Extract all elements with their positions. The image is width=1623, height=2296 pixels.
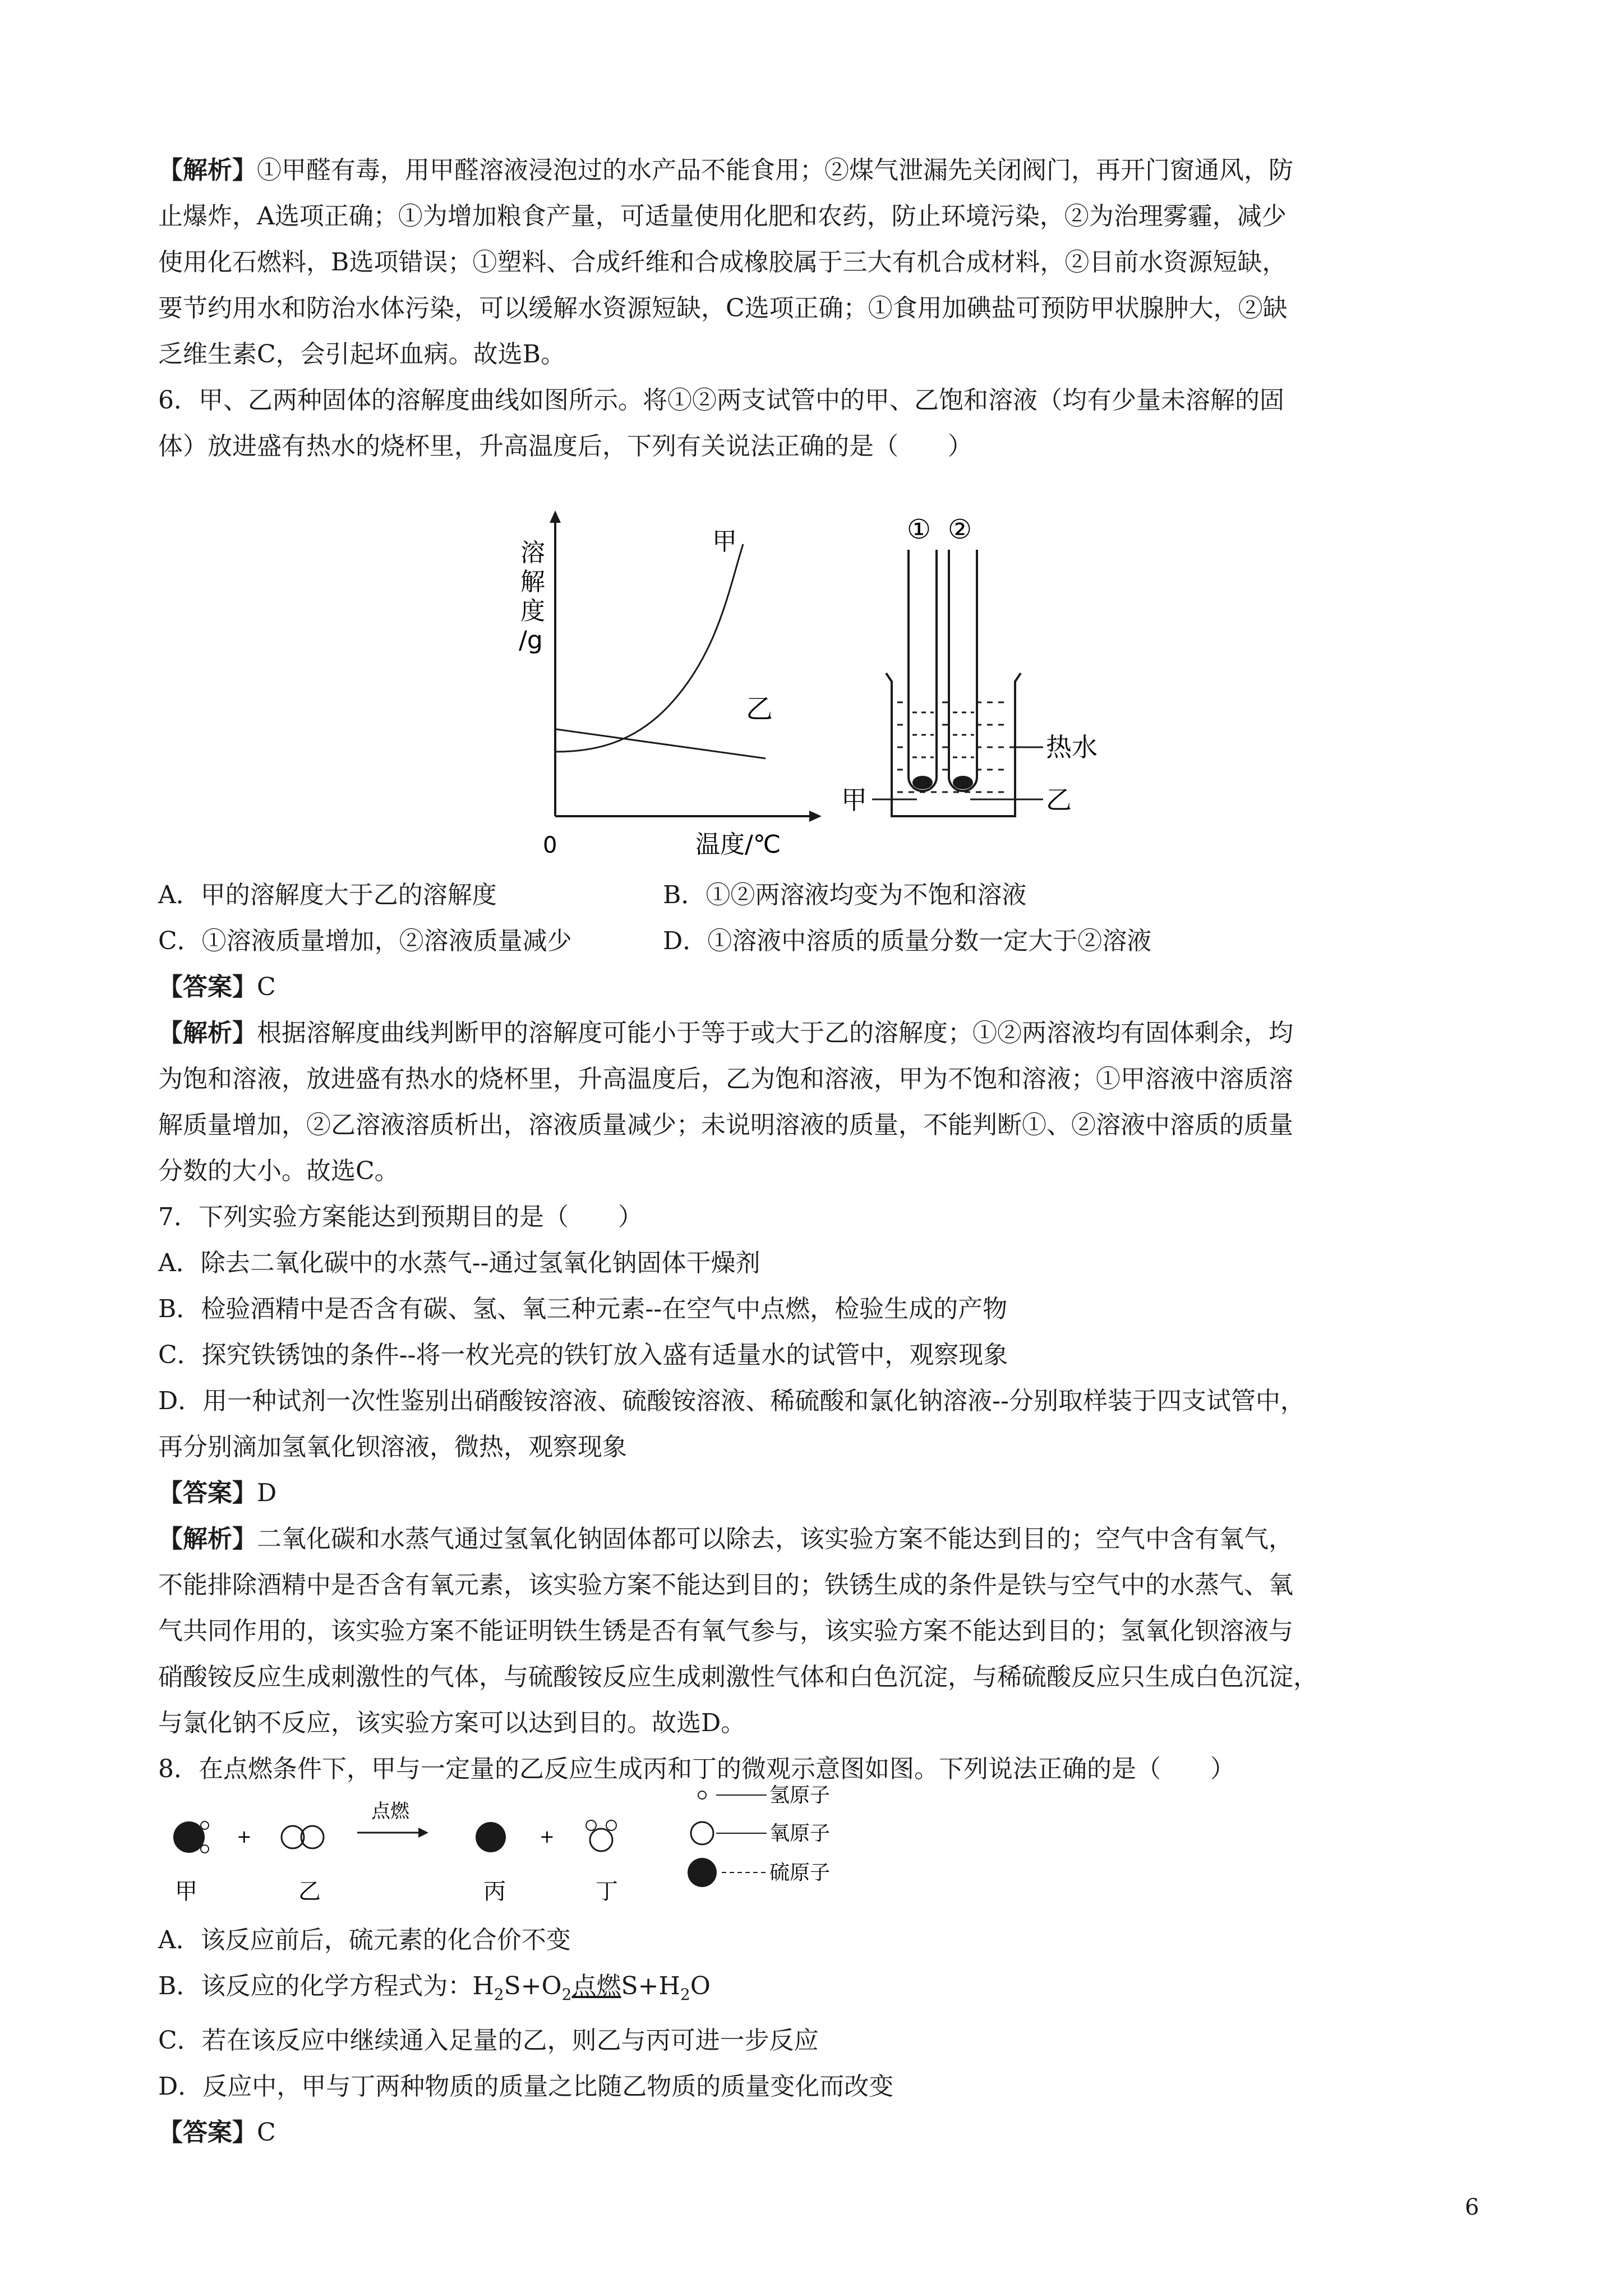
curve-yi (556, 729, 766, 758)
legend-hydrogen-label: 氢原子 (769, 1784, 831, 1807)
q6-analysis-line-4: 分数的大小。故选C。 (158, 1157, 399, 1185)
curve-yi-label: 乙 (746, 693, 773, 725)
label-jia: 甲 (175, 1879, 197, 1904)
arrow-head-icon (418, 1828, 428, 1838)
plus-sign: + (540, 1826, 555, 1847)
label-yi: 乙 (298, 1879, 321, 1904)
tube-1-bg (909, 550, 937, 791)
q8-block (158, 1917, 1487, 2156)
x-axis-arrow-icon (809, 811, 822, 822)
q8-figure (158, 1778, 887, 1913)
hydrogen-atom-icon (201, 1821, 209, 1829)
q6-stem-line-2: 体）放进盛有热水的烧杯里，升高温度后，下列有关说法正确的是（ ） (158, 432, 972, 461)
tube-2-label: ② (948, 514, 972, 545)
q7-option-b: B．检验酒精中是否含有碳、氢、氧三种元素--在空气中点燃，检验生成的产物 (158, 1295, 1008, 1323)
q6-option-b: B．①②两溶液均变为不饱和溶液 (663, 881, 1027, 909)
q6-options-row-2 (158, 918, 1487, 964)
sulfur-atom-icon (476, 1822, 506, 1852)
q7-option-d-line-1: D．用一种试剂一次性鉴别出硝酸铵溶液、硫酸铵溶液、稀硫酸和氯化钠溶液--分别取样装于四支试管中， (158, 1387, 1306, 1415)
q6-answer: 【答案】C (158, 973, 276, 1001)
q7-option-a: A．除去二氧化碳中的水蒸气--通过氢氧化钠固体干燥剂 (158, 1249, 760, 1277)
solid-jia (912, 776, 933, 789)
curve-jia-label: 甲 (712, 527, 737, 556)
legend-sulfur-label: 硫原子 (769, 1861, 831, 1884)
q7-analysis-line-5: 与氯化钠不反应，该实验方案可以达到目的。故选D。 (158, 1709, 746, 1737)
label-ding: 丁 (596, 1879, 618, 1904)
q6-analysis-line-2: 为饱和溶液，放进盛有热水的烧杯里，升高温度后，乙为饱和溶液，甲为不饱和溶液；①甲溶液中溶质溶 (158, 1065, 1293, 1093)
tube-2-bg (949, 550, 977, 791)
q7-option-d-line-2: 再分别滴加氢氧化钡溶液，微热，观察现象 (158, 1433, 627, 1461)
q8-option-c: C．若在该反应中继续通入足量的乙，则乙与丙可进一步反应 (158, 2026, 819, 2055)
page-number: 6 (1465, 2194, 1479, 2220)
y-axis-arrow-icon (550, 510, 561, 523)
q5-analysis-line-4: 要节约用水和防治水体污染，可以缓解水资源短缺，C选项正确；①食用加碘盐可预防甲状腺肿大，②缺 (158, 294, 1288, 323)
q6-option-a: A．甲的溶解度大于乙的溶解度 (158, 881, 497, 909)
x-axis-label: 温度/℃ (695, 830, 781, 859)
legend-hydrogen-icon (698, 1791, 706, 1799)
reaction-condition: 点燃 (371, 1800, 409, 1823)
q7-answer: 【答案】D (158, 1479, 277, 1507)
q7-analysis-line-4: 硝酸铵反应生成刺激性的气体，与硫酸铵反应生成刺激性气体和白色沉淀，与稀硫酸反应只生成白色沉淀， (158, 1663, 1318, 1691)
q6-q8-block (158, 872, 1487, 1792)
equation-condition: 点燃 (571, 1972, 621, 2000)
q6-analysis-line-3: 解质量增加，②乙溶液溶质析出，溶液质量减少；未说明溶液的质量，不能判断①、②溶液中溶质的质量 (158, 1111, 1293, 1139)
q8-stem: 8．在点燃条件下，甲与一定量的乙反应生成丙和丁的微观示意图如图。下列说法正确的是（ ） (158, 1755, 1235, 1783)
left-label: 甲 (841, 785, 867, 815)
legend-oxygen-label: 氧原子 (769, 1822, 831, 1845)
legend-oxygen-icon (691, 1822, 713, 1844)
y-label-char-2: 解 (520, 568, 545, 596)
y-label-char-4: /g (519, 626, 543, 655)
label-bing: 丙 (483, 1879, 506, 1904)
q6-analysis-line-1: 【解析】根据溶解度曲线判断甲的溶解度可能小于等于或大于乙的溶解度；①②两溶液均有固体剩余，均 (158, 1019, 1293, 1047)
analysis-tag: 【解析】 (158, 156, 257, 185)
q6-stem-line-1: 6．甲、乙两种固体的溶解度曲线如图所示。将①②两支试管中的甲、乙饱和溶液（均有少量未溶解的固 (158, 386, 1284, 415)
legend-sulfur-icon (688, 1858, 717, 1887)
q5-q6-block (158, 148, 1487, 470)
q8-option-a: A．该反应前后，硫元素的化合价不变 (158, 1926, 571, 1954)
q6-options-row-1 (158, 872, 1487, 918)
curve-jia (556, 544, 743, 752)
q7-stem: 7．下列实验方案能达到预期目的是（ ） (158, 1203, 643, 1231)
q7-analysis-line-2: 不能排除酒精中是否含有氧元素，该实验方案不能达到目的；铁锈生成的条件是铁与空气中的水蒸气、氧 (158, 1571, 1293, 1599)
q5-analysis-line-1: 【解析】①甲醛有毒，用甲醛溶液浸泡过的水产品不能食用；②煤气泄漏先关闭阀门，再开门窗通风，防 (158, 156, 1293, 185)
q8-answer: 【答案】C (158, 2118, 276, 2147)
q6-figure (505, 505, 1155, 869)
q8-option-b: B．该反应的化学方程式为：$H_2S+O_2$点燃$S+H_2O$ (158, 1972, 711, 2004)
hot-water-label: 热水 (1046, 732, 1098, 762)
q5-analysis-line-3: 使用化石燃料，B选项错误；①塑料、合成纤维和合成橡胶属于三大有机合成材料，②目前水资源短缺， (158, 248, 1287, 277)
q5-analysis-line-2: 止爆炸，A选项正确；①为增加粮食产量，可适量使用化肥和农药，防止环境污染，②为治理雾霾，减少 (158, 202, 1287, 231)
origin-label: 0 (543, 832, 557, 858)
oxygen-atom-icon (590, 1829, 612, 1851)
q7-analysis-line-3: 气共同作用的，该实验方案不能证明铁生锈是否有氧气参与，该实验方案不能达到目的；氢氧化钡溶液与 (158, 1617, 1293, 1645)
plus-sign: + (237, 1826, 252, 1847)
y-label-char-1: 溶 (520, 539, 545, 567)
q5-analysis-line-5: 乏维生素C，会引起坏血病。故选B。 (158, 340, 565, 369)
q6-option-d: D．①溶液中溶质的质量分数一定大于②溶液 (663, 927, 1152, 955)
right-label: 乙 (1046, 785, 1072, 815)
q7-option-c: C．探究铁锈蚀的条件--将一枚光亮的铁钉放入盛有适量水的试管中，观察现象 (158, 1341, 1008, 1369)
q7-analysis-line-1: 【解析】二氧化碳和水蒸气通过氢氧化钠固体都可以除去，该实验方案不能达到目的；空气中含有氧气， (158, 1525, 1293, 1553)
solid-yi (953, 776, 973, 789)
tube-1-label: ① (907, 514, 932, 545)
hydrogen-atom-icon (586, 1820, 596, 1830)
y-label-char-3: 度 (520, 597, 545, 625)
hydrogen-atom-icon (201, 1845, 209, 1853)
hydrogen-atom-icon (606, 1820, 616, 1830)
q6-option-c: C．①溶液质量增加，②溶液质量减少 (158, 927, 572, 955)
q8-option-d: D．反应中，甲与丁两种物质的质量之比随乙物质的质量变化而改变 (158, 2072, 894, 2101)
sulfur-atom-icon (173, 1821, 205, 1853)
